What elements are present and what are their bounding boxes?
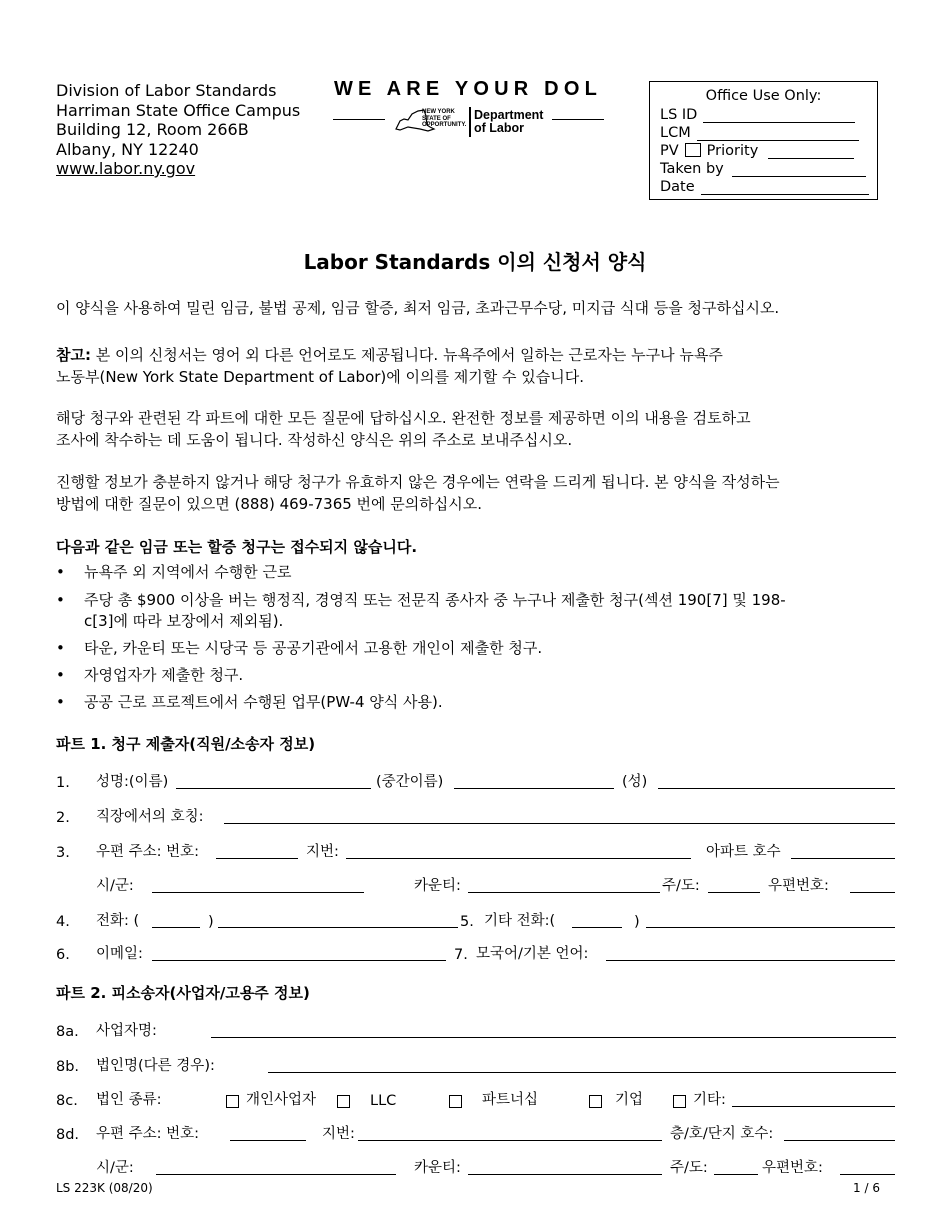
taken-by-field[interactable] (732, 176, 866, 177)
phone-field[interactable] (218, 927, 458, 928)
llc-label: LLC (370, 1093, 397, 1109)
note-label: 참고: (56, 346, 91, 364)
first-name-field[interactable] (176, 788, 371, 789)
dol-logo (318, 78, 618, 141)
mail-number-label: 우편 주소: 번호: (96, 1126, 200, 1142)
corp-name-field[interactable] (268, 1072, 896, 1073)
name-row (56, 771, 896, 793)
county-label: 카운티: (414, 1160, 461, 1176)
phone-paren: ) (208, 914, 214, 930)
corp-name-label: 법인명(다른 경우): (96, 1058, 215, 1074)
ls-id-label: LS ID (660, 107, 698, 123)
list-item-text: 타운, 카운티 또는 시당국 등 공공기관에서 고용한 개인이 제출한 청구. (84, 639, 543, 657)
state-text: STATE OF (422, 115, 451, 122)
county-field[interactable] (468, 892, 660, 893)
city-row (56, 875, 896, 897)
agency-address (56, 81, 300, 179)
date-label: Date (660, 179, 695, 195)
corporation-checkbox[interactable] (589, 1095, 602, 1108)
item-number: 4. (56, 914, 70, 930)
item-number: 2. (56, 810, 70, 826)
list-item-text: 공공 근로 프로젝트에서 수행된 업무(PW-4 양식 사용). (84, 693, 443, 711)
instructions-paragraph (56, 407, 916, 451)
bullet-icon: • (56, 563, 65, 581)
instructions-text: 해당 청구와 관련된 각 파트에 대한 모든 질문에 답하십시오. 완전한 정보를 제공하면 이의 내용을 검토하고 (56, 409, 751, 427)
email-row (56, 943, 896, 965)
dol-slogan: WE ARE YOUR DOL (333, 78, 602, 100)
part1-heading: 파트 1. 청구 제출자(직원/소송자 정보) (56, 735, 316, 753)
address-row (56, 841, 896, 863)
contact-paragraph (56, 471, 916, 515)
sole-proprietor-checkbox[interactable] (226, 1095, 239, 1108)
apt-label: 아파트 호수 (706, 844, 781, 860)
intro-text: 이 양식을 사용하여 밀린 임금, 불법 공제, 임금 할증, 최저 임금, 초과근무수당, 미지급 식대 등을 청구하십시오. (56, 299, 780, 317)
form-id: LS 223K (08/20) (56, 1181, 153, 1195)
office-use-title: Office Use Only: (705, 88, 822, 104)
zip-label: 우편번호: (768, 878, 829, 894)
other-phone-label: 기타 전화:( (484, 913, 556, 929)
item-number: 6. (56, 947, 70, 963)
list-item (56, 562, 916, 583)
state-label: 주/도: (670, 1160, 708, 1176)
other-phone-area-field[interactable] (572, 927, 622, 928)
known-as-field[interactable] (224, 823, 895, 824)
street-label: 지번: (306, 844, 339, 860)
list-item (56, 590, 916, 632)
known-as-label: 직장에서의 호칭: (96, 809, 204, 825)
website-link[interactable]: www.labor.ny.gov (56, 159, 196, 178)
address-line: Harriman State Office Campus (56, 100, 301, 120)
priority-label: Priority (706, 143, 759, 159)
dept-text: of Labor (474, 121, 524, 135)
state-text: NEW YORK (422, 109, 455, 115)
ls-id-field[interactable] (703, 122, 855, 123)
business-name-row (56, 1020, 896, 1042)
not-accepted-heading: 다음과 같은 임금 또는 할증 청구는 접수되지 않습니다. (56, 538, 418, 556)
bullet-icon: • (56, 666, 65, 684)
note-text: 노동부(New York State Department of Labor)에 이의를 제기할 수 있습니다. (56, 368, 585, 386)
other-phone-field[interactable] (646, 927, 895, 928)
county-label: 카운티: (414, 878, 461, 894)
city-label: 시/군: (96, 878, 134, 894)
partnership-label: 파트너십 (482, 1092, 539, 1108)
lcm-label: LCM (660, 125, 691, 141)
note-paragraph (56, 344, 916, 388)
entity-type-row (56, 1089, 896, 1111)
address-line: Division of Labor Standards (56, 81, 277, 100)
item-number: 8d. (56, 1127, 80, 1143)
business-state-field[interactable] (714, 1174, 758, 1175)
llc-checkbox[interactable] (337, 1095, 350, 1108)
contact-text: 진행할 정보가 충분하지 않거나 해당 청구가 유효하지 않은 경우에는 연락을 드리게 됩니다. 본 양식을 작성하는 (56, 473, 780, 491)
item-number: 5. (460, 914, 474, 930)
other-entity-field[interactable] (732, 1106, 895, 1107)
list-item-text: c[3]에 따라 보장에서 제외됨). (84, 612, 284, 630)
middle-name-label: (중간이름) (376, 774, 444, 790)
item-number: 3. (56, 845, 70, 861)
list-item-text: 자영업자가 제출한 청구. (84, 666, 244, 684)
other-checkbox[interactable] (673, 1095, 686, 1108)
street-label: 지번: (322, 1126, 355, 1142)
list-item-text: 뉴욕주 외 지역에서 수행한 근로 (84, 563, 292, 581)
item-number: 7. (454, 947, 468, 963)
list-item (56, 638, 916, 659)
apt-field[interactable] (791, 858, 895, 859)
suite-label: 층/호/단지 호수: (670, 1126, 774, 1142)
item-number: 8a. (56, 1024, 79, 1040)
street-field[interactable] (346, 858, 691, 859)
business-address-row (56, 1123, 896, 1145)
language-field[interactable] (606, 960, 895, 961)
business-suite-field[interactable] (784, 1140, 895, 1141)
phone-area-field[interactable] (152, 927, 200, 928)
entity-type-label: 법인 종류: (96, 1092, 162, 1108)
list-item-text: 주당 총 $900 이상을 버는 행정직, 경영직 또는 전문직 종사자 중 누구나 제출한 청구(섹션 190[7] 및 198- (84, 591, 786, 609)
corporation-label: 기업 (615, 1092, 644, 1108)
city-label: 시/군: (96, 1160, 134, 1176)
mail-number-label: 우편 주소: 번호: (96, 844, 200, 860)
form-title: Labor Standards 이의 신청서 양식 (303, 250, 647, 274)
language-label: 모국어/기본 언어: (476, 946, 589, 962)
phone-row (56, 910, 896, 932)
state-text: OPPORTUNITY. (422, 122, 467, 128)
contact-text: 방법에 대한 질문이 있으면 (888) 469-7365 번에 문의하십시오. (56, 495, 483, 513)
sole-proprietor-label: 개인사업자 (246, 1092, 317, 1108)
zip-field[interactable] (850, 892, 895, 893)
zip-label: 우편번호: (762, 1160, 823, 1176)
middle-name-field[interactable] (454, 788, 614, 789)
business-county-field[interactable] (468, 1174, 662, 1175)
other-label: 기타: (693, 1092, 726, 1108)
business-name-label: 사업자명: (96, 1023, 157, 1039)
mail-number-field[interactable] (216, 858, 298, 859)
list-item (56, 692, 916, 713)
taken-by-label: Taken by (660, 161, 724, 177)
page-number: 1 / 6 (853, 1181, 880, 1195)
office-use-box (649, 81, 878, 200)
note-text: 본 이의 신청서는 영어 외 다른 언어로도 제공됩니다. 뉴욕주에서 일하는 근로자는 누구나 뉴욕주 (90, 346, 723, 364)
state-label: 주/도: (662, 878, 700, 894)
corp-name-row (56, 1055, 896, 1077)
item-number: 8c. (56, 1093, 78, 1109)
bullet-icon: • (56, 591, 65, 609)
bullet-icon: • (56, 693, 65, 711)
lcm-field[interactable] (697, 140, 859, 141)
city-field[interactable] (152, 892, 364, 893)
business-street-field[interactable] (358, 1140, 662, 1141)
phone-paren: ) (634, 914, 640, 930)
email-field[interactable] (152, 960, 446, 961)
state-field[interactable] (708, 892, 760, 893)
part2-heading: 파트 2. 피소송자(사업자/고용주 정보) (56, 984, 310, 1002)
business-mail-number-field[interactable] (230, 1140, 306, 1141)
business-city-field[interactable] (156, 1174, 396, 1175)
phone-label: 전화: ( (96, 913, 140, 929)
business-city-row (56, 1157, 896, 1179)
pv-checkbox[interactable] (685, 143, 701, 157)
priority-field[interactable] (768, 158, 854, 159)
address-line: Albany, NY 12240 (56, 139, 199, 159)
dept-text: Department (474, 108, 544, 122)
email-label: 이메일: (96, 946, 143, 962)
business-zip-field[interactable] (840, 1174, 895, 1175)
bullet-icon: • (56, 639, 65, 657)
list-item (56, 665, 916, 686)
instructions-text: 조사에 착수하는 데 도움이 됩니다. 작성하신 양식은 위의 주소로 보내주십시오. (56, 431, 573, 449)
business-name-field[interactable] (211, 1037, 896, 1038)
address-line: Building 12, Room 266B (56, 120, 249, 139)
known-as-row (56, 806, 896, 828)
item-number: 8b. (56, 1059, 80, 1075)
partnership-checkbox[interactable] (449, 1095, 462, 1108)
pv-label: PV (660, 143, 679, 159)
date-field[interactable] (701, 194, 869, 195)
first-name-label: 성명:(이름) (96, 774, 169, 790)
last-name-label: (성) (622, 774, 648, 790)
item-number: 1. (56, 775, 70, 791)
last-name-field[interactable] (658, 788, 895, 789)
